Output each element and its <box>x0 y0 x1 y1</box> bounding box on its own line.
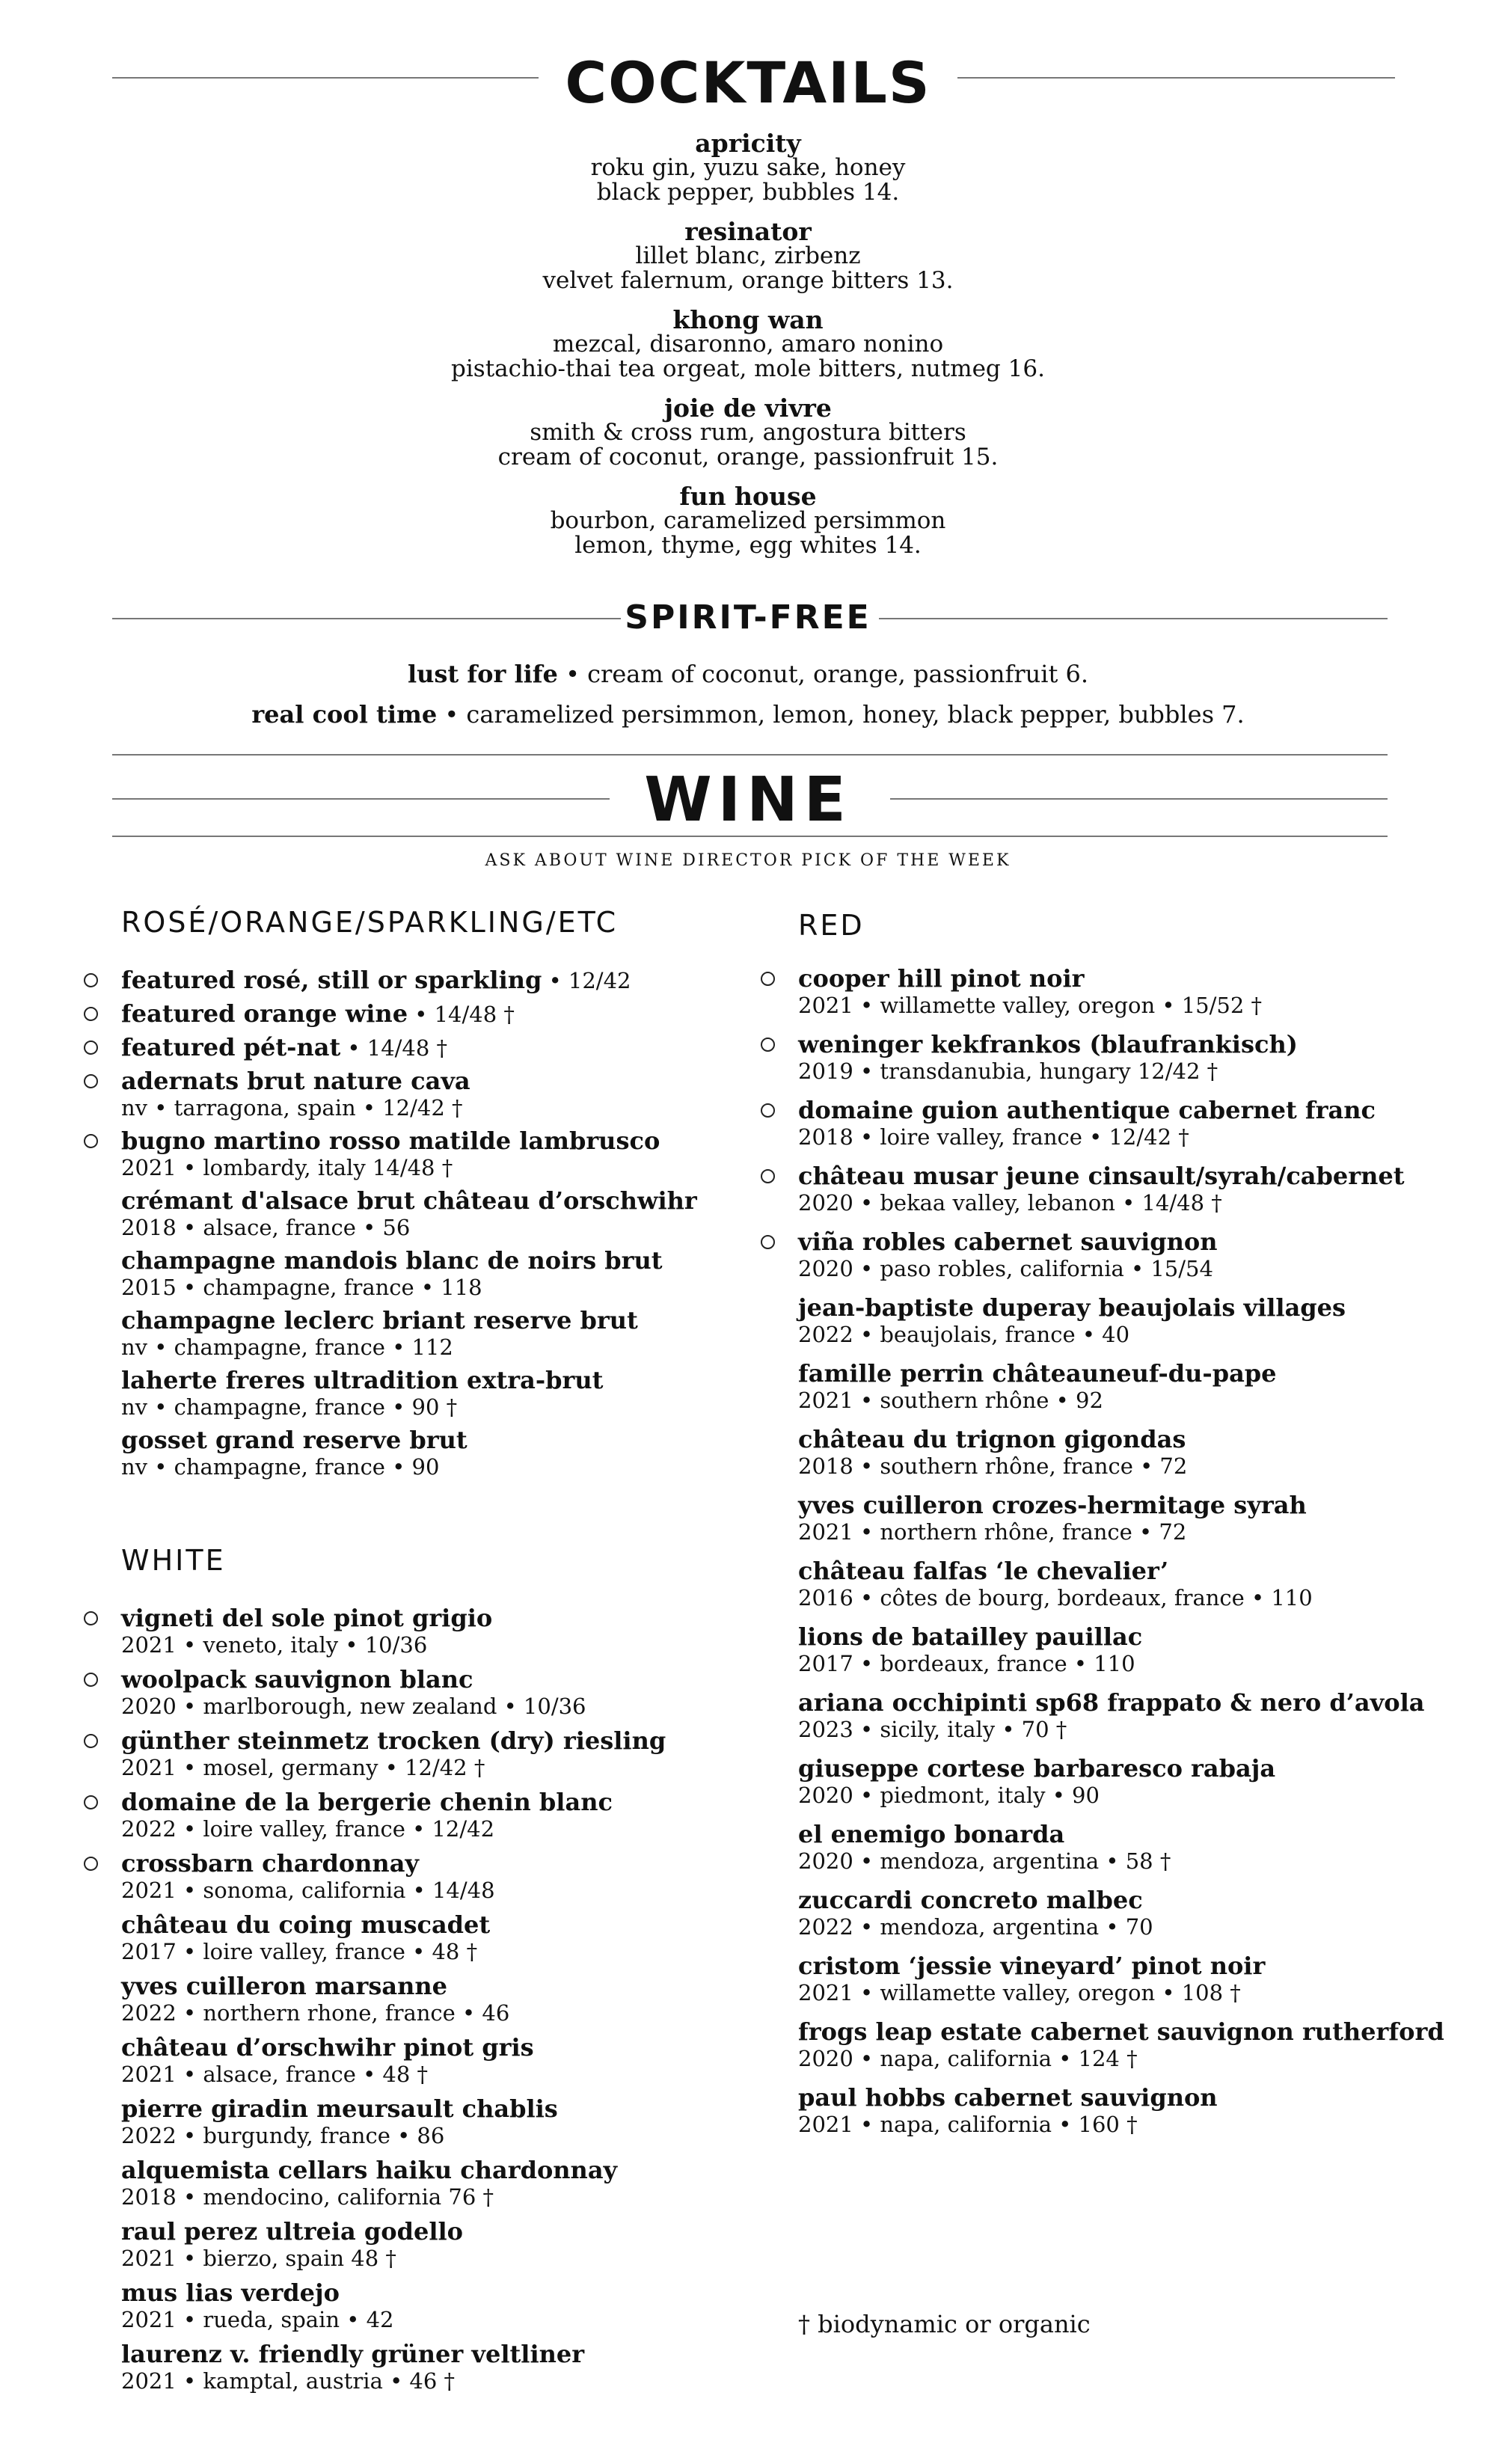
cocktail-name: fun house <box>679 482 817 511</box>
wine-detail: 2021 • mosel, germany • 12/42 † <box>121 1755 485 1780</box>
wine-item <box>798 1557 1471 1611</box>
cocktail-ingredients-price: pistachio-thai tea orgeat, mole bitters, nutmeg 16. <box>451 355 1045 382</box>
wine-item <box>798 1623 1471 1677</box>
wine-detail: 2018 • mendocino, california 76 † <box>121 2184 494 2210</box>
wine-detail: nv • tarragona, spain • 12/42 † <box>121 1095 463 1121</box>
wine-name-line <box>798 1228 1471 1255</box>
wine-name: featured orange wine <box>121 999 408 1028</box>
spirit-free-desc: • caramelized persimmon, lemon, honey, black pepper, bubbles 7. <box>437 700 1245 729</box>
wine-item <box>121 1067 764 1121</box>
wine-name: vigneti del sole pinot grigio <box>121 1604 493 1632</box>
by-the-glass-circle-icon <box>761 972 775 986</box>
wine-item <box>798 1097 1471 1150</box>
wine-name-line <box>121 2279 764 2306</box>
wine-name-line <box>798 1952 1471 1979</box>
wine-detail: 2022 • beaujolais, france • 40 <box>798 1322 1130 1347</box>
by-the-glass-circle-icon <box>84 1795 98 1809</box>
wine-name: cristom ‘jessie vineyard’ pinot noir <box>798 1952 1266 1980</box>
wine-item <box>798 1755 1471 1809</box>
wine-detail: 2021 • bierzo, spain 48 † <box>121 2246 396 2271</box>
by-the-glass-circle-icon <box>84 1734 98 1748</box>
wine-detail: 2021 • northern rhône, france • 72 <box>798 1519 1187 1545</box>
wine-detail: nv • champagne, france • 90 † <box>121 1394 458 1420</box>
wine-name-line <box>798 1755 1471 1782</box>
wine-name-line <box>798 965 1471 992</box>
wine-item <box>798 1887 1471 1940</box>
wine-detail: 2021 • southern rhône • 92 <box>798 1388 1103 1413</box>
wine-name-line <box>798 1821 1471 1848</box>
by-the-glass-circle-icon <box>84 1041 98 1055</box>
wine-detail: 2015 • champagne, france • 118 <box>121 1275 482 1300</box>
wine-name-line <box>121 2218 764 2245</box>
wine-detail: 2021 • napa, california • 160 † <box>798 2112 1138 2137</box>
by-the-glass-circle-icon <box>761 1235 775 1249</box>
cocktail-ingredients-price: lemon, thyme, egg whites 14. <box>574 532 922 559</box>
cocktail-item <box>0 305 1496 382</box>
wine-name-line <box>798 2084 1471 2111</box>
footnote: † biodynamic or organic <box>798 2310 1091 2338</box>
wine-name: lions de batailley pauillac <box>798 1622 1143 1651</box>
wine-name-line <box>121 1911 764 1938</box>
wine-item <box>798 1426 1471 1480</box>
by-the-glass-circle-icon <box>84 1857 98 1871</box>
wine-name: cooper hill pinot noir <box>798 964 1085 993</box>
wine-detail: 2020 • paso robles, california • 15/54 <box>798 1256 1213 1281</box>
wine-item <box>798 1360 1471 1414</box>
wine-name-line <box>798 1492 1471 1518</box>
wine-item <box>121 1666 764 1720</box>
wine-name: crémant d'alsace brut château d’orschwihr <box>121 1186 697 1215</box>
wine-item <box>121 1367 764 1421</box>
wine-name-line <box>121 1666 764 1693</box>
wine-name: château musar jeune cinsault/syrah/cabernet <box>798 1162 1405 1190</box>
cocktail-ingredients: roku gin, yuzu sake, honey <box>590 154 906 181</box>
red-items <box>798 965 1471 2138</box>
wine-name: yves cuilleron crozes-hermitage syrah <box>798 1491 1307 1519</box>
wine-name: famille perrin châteauneuf-du-pape <box>798 1359 1277 1388</box>
wine-detail: 2022 • burgundy, france • 86 <box>121 2123 445 2148</box>
wine-item <box>798 1821 1471 1875</box>
cocktail-ingredients: lillet blanc, zirbenz <box>635 242 861 269</box>
wine-name-line <box>121 1034 764 1061</box>
wine-name: featured pét-nat <box>121 1033 341 1061</box>
spirit-free-name: lust for life <box>407 660 558 688</box>
spirit-free-list <box>0 654 1496 735</box>
wine-item <box>798 1294 1471 1348</box>
wine-name: paul hobbs cabernet sauvignon <box>798 2083 1218 2112</box>
wine-name: raul perez ultreia godello <box>121 2217 463 2246</box>
wine-name: adernats brut nature cava <box>121 1067 470 1095</box>
wine-name-line <box>798 1887 1471 1913</box>
wine-detail: 2020 • mendoza, argentina • 58 † <box>798 1848 1171 1874</box>
wine-item <box>121 1247 764 1301</box>
wine-item <box>121 1789 764 1842</box>
wine-name-line <box>121 1789 764 1815</box>
by-the-glass-circle-icon <box>84 1074 98 1088</box>
wine-item <box>121 2341 764 2394</box>
wine-item <box>798 1952 1471 2006</box>
wine-name-line <box>798 1031 1471 1058</box>
spirit-free-heading: SPIRIT-FREE <box>625 598 871 637</box>
red-section <box>798 908 1471 2150</box>
wine-name: frogs leap estate cabernet sauvignon rutherford <box>798 2017 1444 2046</box>
wine-subtitle: ASK ABOUT WINE DIRECTOR PICK OF THE WEEK <box>485 851 1011 870</box>
wine-detail: 2018 • loire valley, france • 12/42 † <box>798 1124 1189 1150</box>
wine-item <box>121 1850 764 1904</box>
wine-name-line <box>121 1307 764 1334</box>
by-the-glass-circle-icon <box>84 1673 98 1687</box>
cocktail-ingredients-price: black pepper, bubbles 14. <box>596 179 900 206</box>
wine-detail: 2017 • bordeaux, france • 110 <box>798 1651 1135 1676</box>
wine-detail: 2020 • marlborough, new zealand • 10/36 <box>121 1694 586 1719</box>
wine-name-line <box>798 1426 1471 1453</box>
wine-name: château du trignon gigondas <box>798 1425 1186 1453</box>
spirit-free-item <box>0 654 1496 694</box>
wine-name-line <box>798 1294 1471 1321</box>
wine-heading: WINE <box>644 764 852 836</box>
wine-item <box>121 2095 764 2149</box>
cocktail-name: joie de vivre <box>664 393 832 423</box>
spirit-free-desc: • cream of coconut, orange, passionfruit 6. <box>557 660 1089 688</box>
wine-item <box>121 2279 764 2333</box>
wine-detail: 2021 • sonoma, california • 14/48 <box>121 1878 495 1903</box>
wine-item <box>121 1426 764 1480</box>
wine-name: günther steinmetz trocken (dry) riesling <box>121 1726 666 1755</box>
wine-detail: nv • champagne, france • 90 <box>121 1454 440 1480</box>
wine-name-line <box>798 1360 1471 1387</box>
rose-section <box>121 905 764 1486</box>
wine-name: château d’orschwihr pinot gris <box>121 2033 534 2062</box>
wine-name-line <box>121 1247 764 1274</box>
wine-name: weninger kekfrankos (blaufrankisch) <box>798 1030 1298 1058</box>
wine-name-line <box>121 1367 764 1394</box>
cocktail-item <box>0 393 1496 471</box>
wine-item <box>798 2084 1471 2138</box>
wine-detail: 2018 • southern rhône, france • 72 <box>798 1453 1188 1479</box>
wine-name: featured rosé, still or sparkling <box>121 966 542 994</box>
wine-item <box>121 1307 764 1361</box>
wine-name-line <box>798 2018 1471 2045</box>
wine-name-line <box>798 1162 1471 1189</box>
wine-item <box>121 1605 764 1658</box>
wine-detail: nv • champagne, france • 112 <box>121 1334 453 1360</box>
wine-price: • 14/48 † <box>340 1035 448 1061</box>
wine-name-line <box>798 1689 1471 1716</box>
wine-item <box>121 966 764 994</box>
wine-detail: 2020 • piedmont, italy • 90 <box>798 1783 1100 1808</box>
wine-detail: 2021 • rueda, spain • 42 <box>121 2307 394 2332</box>
wine-item <box>798 2018 1471 2072</box>
wine-name-line <box>121 2034 764 2061</box>
wine-detail: 2018 • alsace, france • 56 <box>121 1215 411 1240</box>
wine-detail: 2022 • loire valley, france • 12/42 <box>121 1816 495 1842</box>
by-the-glass-circle-icon <box>84 1611 98 1625</box>
wine-detail: 2020 • napa, california • 124 † <box>798 2046 1138 2071</box>
cocktail-item <box>0 129 1496 206</box>
cocktail-name: khong wan <box>672 305 824 334</box>
wine-detail: 2022 • mendoza, argentina • 70 <box>798 1914 1153 1940</box>
white-section <box>121 1543 764 2402</box>
wine-name-line <box>798 1097 1471 1124</box>
cocktail-ingredients: smith & cross rum, angostura bitters <box>530 419 966 446</box>
cocktail-ingredients: mezcal, disaronno, amaro nonino <box>552 331 944 358</box>
cocktail-item <box>0 217 1496 294</box>
wine-item <box>798 1228 1471 1282</box>
wine-name-line <box>121 1605 764 1631</box>
wine-name: giuseppe cortese barbaresco rabaja <box>798 1754 1276 1783</box>
wine-name: zuccardi concreto malbec <box>798 1886 1143 1914</box>
by-the-glass-circle-icon <box>761 1103 775 1118</box>
by-the-glass-circle-icon <box>84 1007 98 1021</box>
wine-detail: 2016 • côtes de bourg, bordeaux, france • 110 <box>798 1585 1313 1611</box>
wine-name: château falfas ‘le chevalier’ <box>798 1557 1169 1585</box>
wine-name: bugno martino rosso matilde lambrusco <box>121 1127 660 1155</box>
white-items <box>121 1605 764 2394</box>
wine-item <box>798 965 1471 1019</box>
wine-item <box>798 1031 1471 1085</box>
rose-items <box>121 966 764 1480</box>
wine-detail: 2017 • loire valley, france • 48 † <box>121 1939 478 1964</box>
wine-name-line <box>121 1000 764 1028</box>
wine-name: champagne mandois blanc de noirs brut <box>121 1246 663 1275</box>
wine-item <box>121 1127 764 1181</box>
wine-name: champagne leclerc briant reserve brut <box>121 1306 638 1334</box>
section-title: WHITE <box>121 1544 226 1577</box>
spirit-free-item <box>0 694 1496 735</box>
wine-name-line <box>121 1187 764 1214</box>
by-the-glass-circle-icon <box>761 1038 775 1052</box>
wine-item <box>121 2034 764 2088</box>
by-the-glass-circle-icon <box>84 1134 98 1148</box>
cocktail-item <box>0 482 1496 559</box>
wine-name: domaine de la bergerie chenin blanc <box>121 1788 613 1816</box>
wine-name-line <box>121 1973 764 1999</box>
wine-name: ariana occhipinti sp68 frappato & nero d’avola <box>798 1688 1425 1717</box>
wine-detail: 2021 • veneto, italy • 10/36 <box>121 1632 428 1658</box>
wine-rule-top <box>112 754 1388 756</box>
wine-price: • 12/42 <box>542 968 631 993</box>
cocktail-name: apricity <box>695 129 801 158</box>
wine-name: gosset grand reserve brut <box>121 1426 468 1454</box>
wine-name: mus lias verdejo <box>121 2278 340 2307</box>
wine-price: • 14/48 † <box>408 1002 515 1027</box>
wine-name: pierre giradin meursault chablis <box>121 2094 558 2123</box>
wine-detail: 2020 • bekaa valley, lebanon • 14/48 † <box>798 1190 1222 1216</box>
wine-detail: 2021 • lombardy, italy 14/48 † <box>121 1155 453 1180</box>
wine-detail: 2021 • alsace, france • 48 † <box>121 2062 429 2087</box>
wine-name-line <box>121 1850 764 1877</box>
spirit-free-name: real cool time <box>251 700 438 729</box>
cocktails-list <box>0 129 1496 573</box>
wine-name: laherte freres ultradition extra-brut <box>121 1366 604 1394</box>
wine-item <box>121 2157 764 2210</box>
wine-item <box>121 1034 764 1061</box>
wine-item <box>121 1187 764 1241</box>
wine-name: jean-baptiste duperay beaujolais villages <box>798 1293 1346 1322</box>
cocktail-ingredients-price: velvet falernum, orange bitters 13. <box>542 267 954 294</box>
wine-name-line <box>798 1623 1471 1650</box>
wine-item <box>121 1000 764 1028</box>
wine-detail: 2021 • willamette valley, oregon • 108 † <box>798 1980 1241 2005</box>
wine-name-line <box>121 966 764 994</box>
wine-name: domaine guion authentique cabernet franc <box>798 1096 1376 1124</box>
by-the-glass-circle-icon <box>84 973 98 987</box>
wine-name: el enemigo bonarda <box>798 1820 1065 1848</box>
wine-detail: 2021 • kamptal, austria • 46 † <box>121 2368 456 2394</box>
section-title: ROSÉ/ORANGE/SPARKLING/ETC <box>121 906 619 939</box>
wine-name: laurenz v. friendly grüner veltliner <box>121 2340 585 2368</box>
wine-detail: 2023 • sicily, italy • 70 † <box>798 1717 1067 1742</box>
wine-name: viña robles cabernet sauvignon <box>798 1228 1218 1256</box>
by-the-glass-circle-icon <box>761 1169 775 1183</box>
wine-item <box>121 1973 764 2026</box>
wine-name: woolpack sauvignon blanc <box>121 1665 473 1694</box>
wine-detail: 2022 • northern rhone, france • 46 <box>121 2000 510 2026</box>
wine-item <box>798 1689 1471 1743</box>
wine-name: yves cuilleron marsanne <box>121 1972 447 2000</box>
wine-name-line <box>121 2341 764 2368</box>
wine-detail: 2021 • willamette valley, oregon • 15/52 † <box>798 993 1263 1018</box>
cocktail-name: resinator <box>684 217 812 246</box>
wine-name-line <box>121 1727 764 1754</box>
wine-name-line <box>121 2095 764 2122</box>
wine-name: alquemista cellars haiku chardonnay <box>121 2156 618 2184</box>
cocktail-ingredients: bourbon, caramelized persimmon <box>550 507 946 534</box>
wine-name-line <box>798 1557 1471 1584</box>
wine-name: château du coing muscadet <box>121 1910 491 1939</box>
wine-item <box>121 2218 764 2272</box>
cocktail-ingredients-price: cream of coconut, orange, passionfruit 15. <box>497 444 999 471</box>
wine-item <box>798 1162 1471 1216</box>
wine-name-line <box>121 2157 764 2183</box>
section-title: RED <box>798 909 865 942</box>
cocktails-heading: COCKTAILS <box>565 49 931 116</box>
wine-name-line <box>121 1067 764 1094</box>
wine-name-line <box>121 1127 764 1154</box>
wine-item <box>121 1727 764 1781</box>
wine-item <box>121 1911 764 1965</box>
wine-item <box>798 1492 1471 1545</box>
wine-name: crossbarn chardonnay <box>121 1849 420 1878</box>
wine-name-line <box>121 1426 764 1453</box>
wine-detail: 2019 • transdanubia, hungary 12/42 † <box>798 1058 1218 1084</box>
